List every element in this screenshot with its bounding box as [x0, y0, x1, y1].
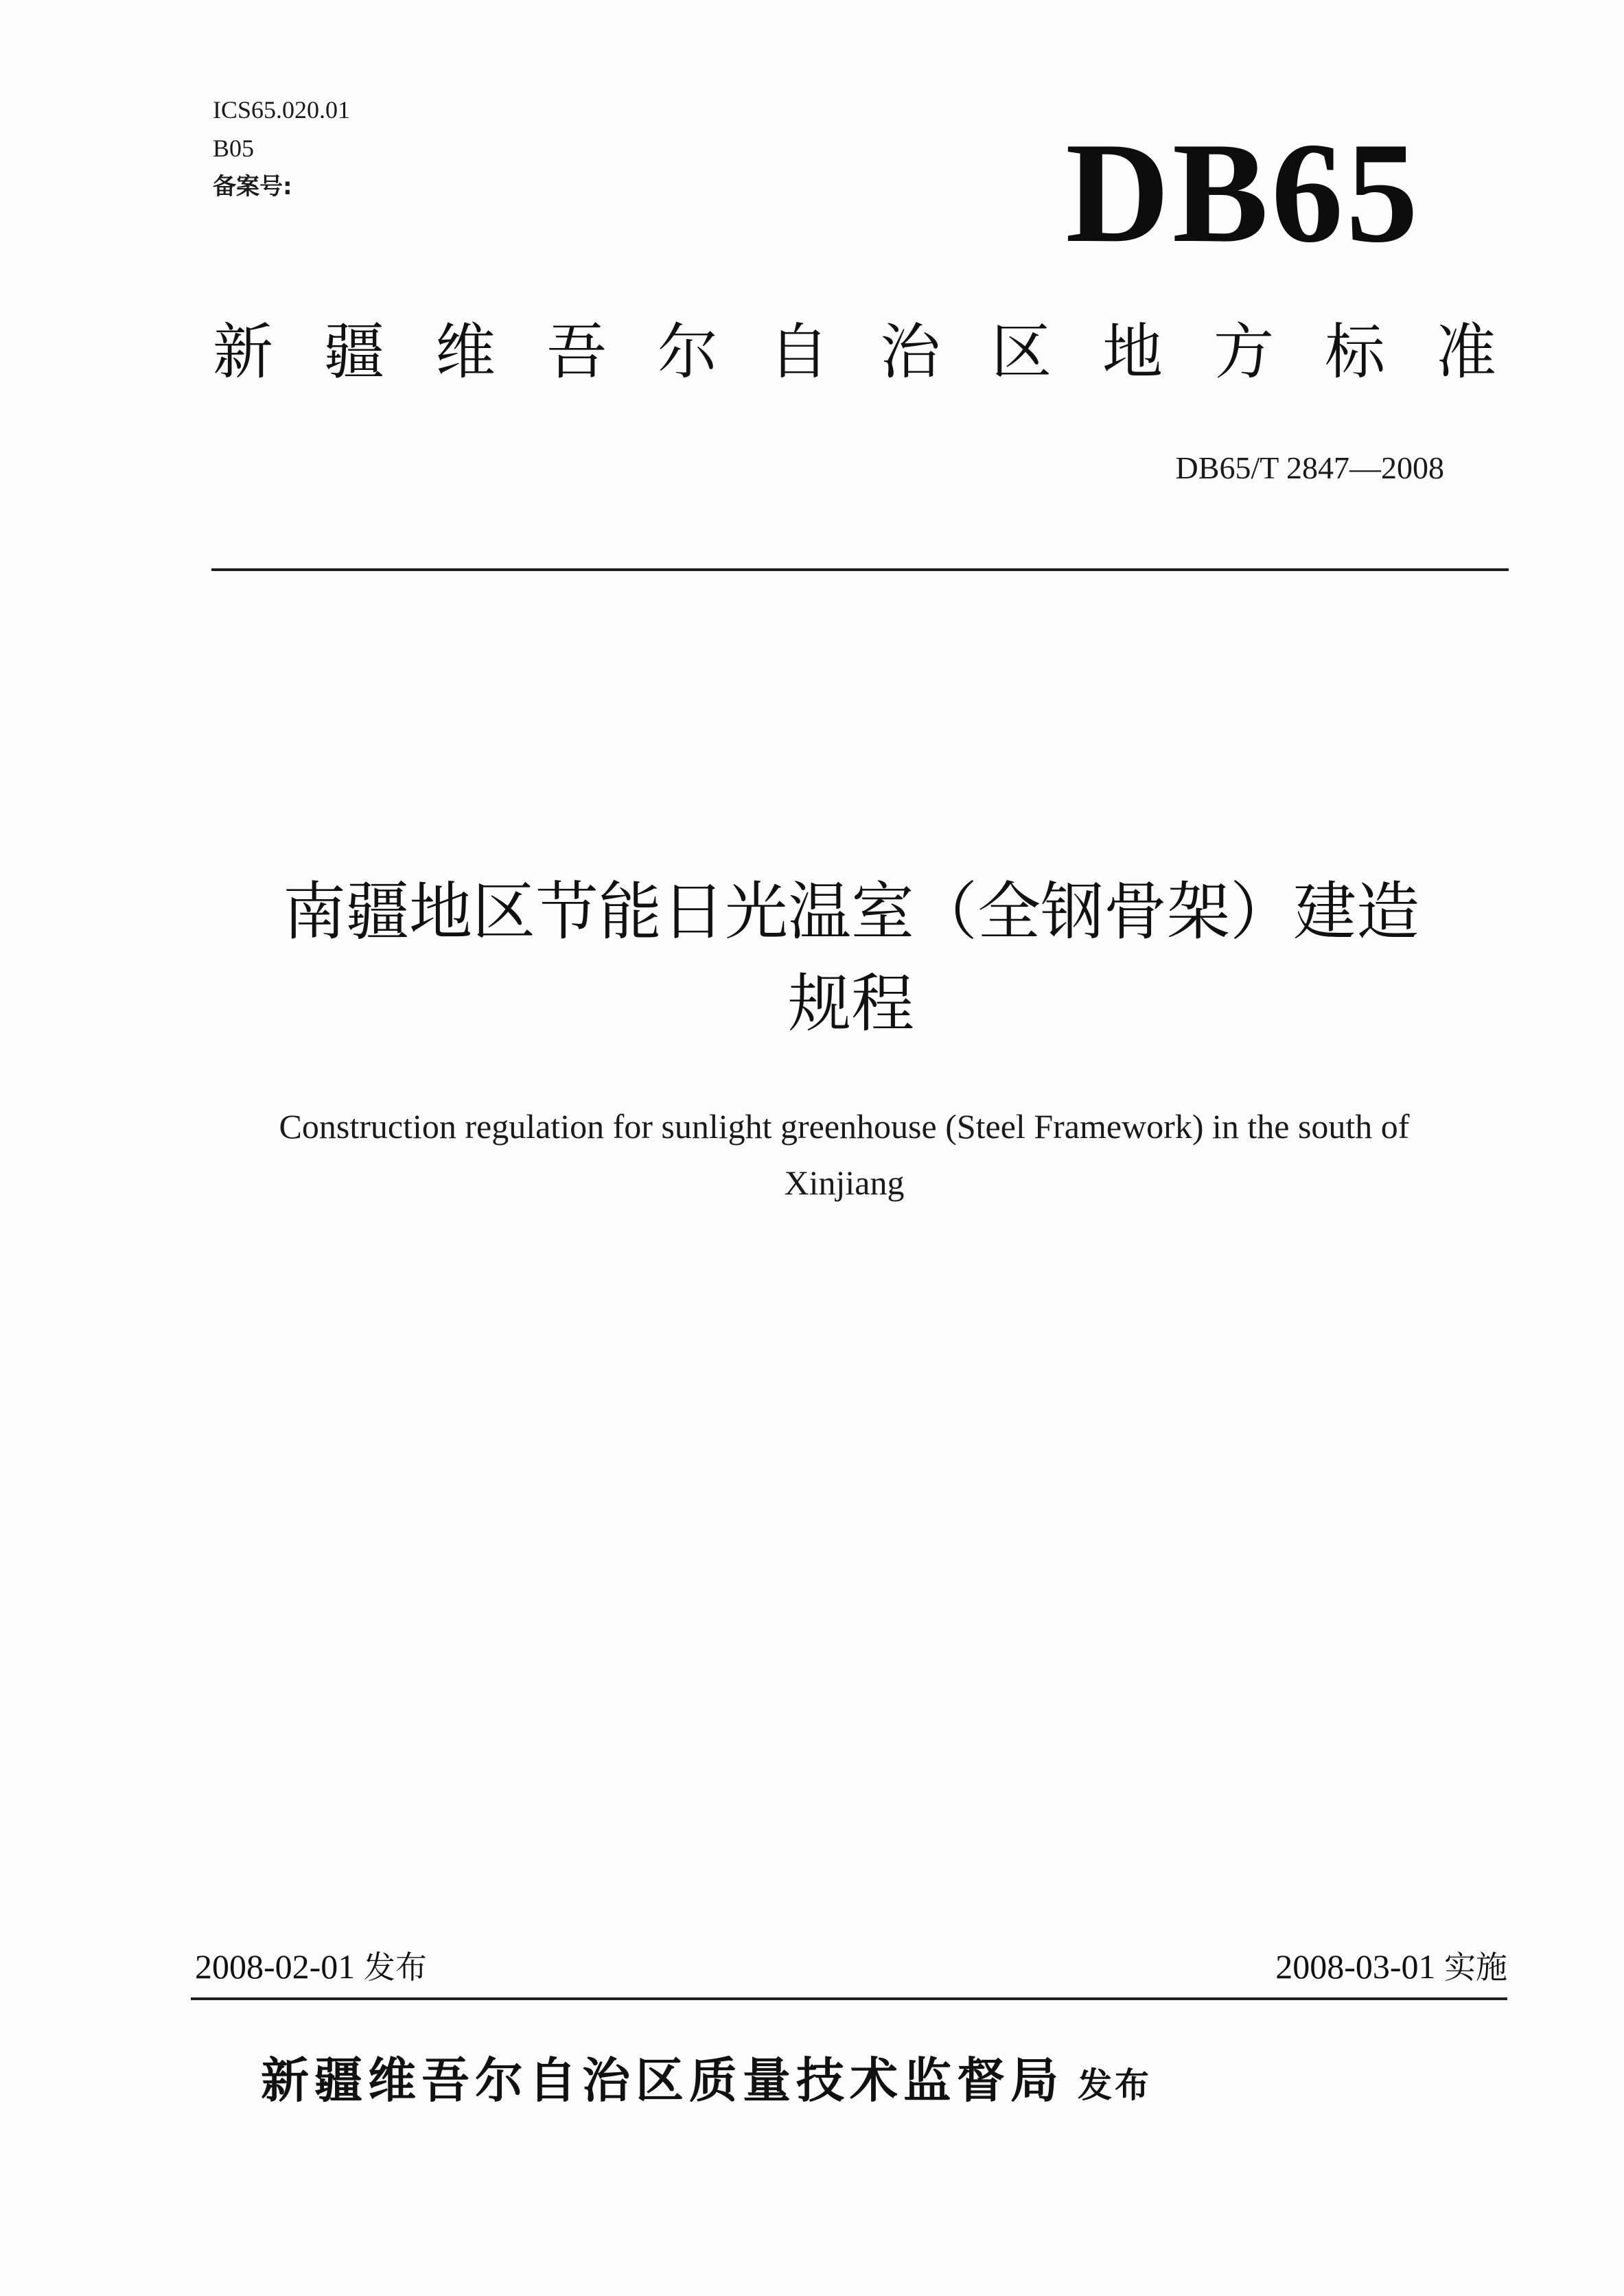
publish-date: 2008-02-01: [195, 1947, 356, 1986]
publisher-name: 新疆维吾尔自治区质量技术监督局: [261, 2052, 1064, 2109]
english-title-line-2: Xinjiang: [784, 1163, 905, 1202]
effective-date: 2008-03-01: [1275, 1947, 1436, 1986]
db65-logo: DB65: [1065, 113, 1421, 272]
english-title-line-1: Construction regulation for sunlight greenhouse (Steel Framework) in the south of: [279, 1107, 1410, 1146]
date-row: [195, 1943, 1507, 1991]
effective-label: 实施: [1444, 1949, 1507, 1986]
class-code: B05: [213, 135, 255, 162]
ics-code: ICS65.020.01: [213, 96, 351, 124]
chinese-title-line-1: 南疆地区节能日光温室（全钢骨架）建造: [282, 875, 1419, 949]
classification-block: [213, 91, 350, 206]
standard-number: DB65/T 2847—2008: [1175, 450, 1444, 485]
english-title: [192, 1098, 1496, 1211]
top-divider: [211, 568, 1509, 571]
filing-number-label: 备案号:: [213, 173, 292, 200]
publish-date-group: [195, 1943, 427, 1988]
chinese-title-line-2: 规程: [787, 967, 914, 1041]
publish-label: 发布: [363, 1949, 427, 1986]
bottom-divider: [191, 1997, 1507, 2000]
chinese-title: [206, 866, 1496, 1050]
publisher-suffix: 发布: [1078, 2065, 1152, 2105]
effective-date-group: [1275, 1943, 1507, 1988]
publisher-line: [261, 2042, 1152, 2111]
issuer-title: 新疆维吾尔自治区地方标准: [213, 316, 1548, 387]
